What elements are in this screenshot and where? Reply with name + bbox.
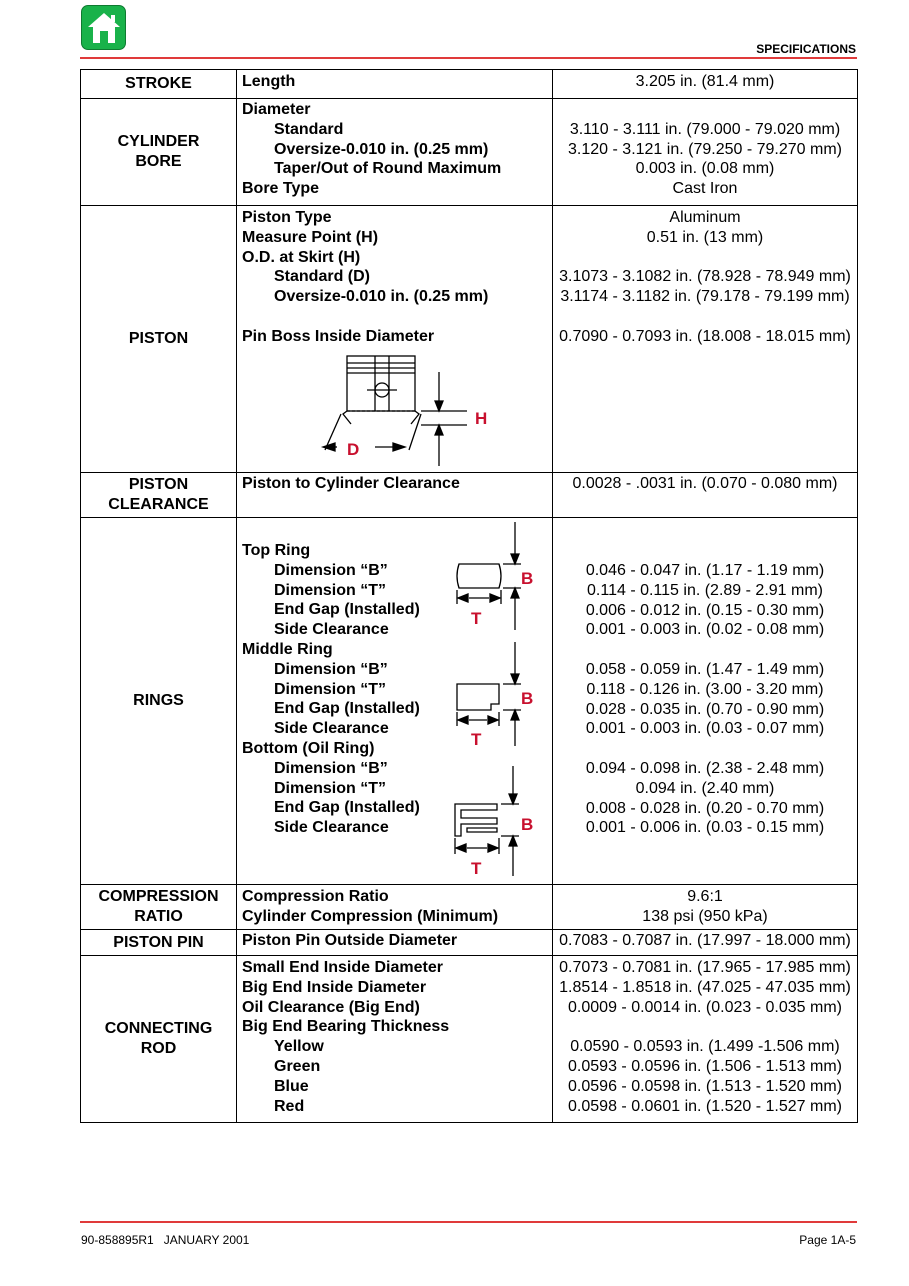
spec-value: 0.094 in. (2.40 mm)	[635, 779, 775, 797]
section-label-piston: PISTON	[81, 206, 237, 473]
spec-value: 0.0598 - 0.0601 in. (1.520 - 1.527 mm)	[568, 1097, 842, 1115]
section-label-compression: COMPRESSION RATIO	[81, 885, 237, 930]
spec-value: 1.8514 - 1.8518 in. (47.025 - 47.035 mm)	[559, 978, 851, 996]
diagram-label-d: D	[347, 440, 360, 459]
spec-item: Dimension “B”	[274, 660, 388, 678]
ring-title: Middle Ring	[242, 640, 333, 658]
spec-value: 0.0590 - 0.0593 in. (1.499 -1.506 mm)	[570, 1038, 840, 1056]
spec-item: Piston Pin Outside Diameter	[242, 932, 458, 949]
spec-item: Oversize-0.010 in. (0.25 mm)	[274, 288, 489, 306]
piston-diagram	[317, 352, 497, 470]
spec-item: Pin Boss Inside Diameter	[242, 327, 435, 345]
row-piston-pin	[81, 930, 858, 956]
spec-value: 3.120 - 3.121 in. (79.250 - 79.270 mm)	[568, 140, 842, 158]
footer-page-number: Page 1A-5	[799, 1233, 856, 1247]
row-compression-ratio	[81, 885, 858, 930]
diagram-label-t: T	[471, 609, 482, 628]
spec-value: 0.003 in. (0.08 mm)	[635, 160, 775, 178]
spec-item: Small End Inside Diameter	[242, 959, 443, 976]
diagram-label-t: T	[471, 859, 482, 878]
home-icon	[86, 10, 122, 46]
bottom-ring-diagram	[447, 762, 541, 878]
top-ring-diagram	[451, 520, 541, 632]
spec-value: 3.110 - 3.111 in. (79.000 - 79.020 mm)	[569, 120, 841, 138]
spec-value: 0.51 in. (13 mm)	[646, 228, 764, 246]
spec-value: 0.001 - 0.003 in. (0.03 - 0.07 mm)	[585, 720, 825, 738]
footer-doc-number: 90-858895R1 JANUARY 2001	[81, 1233, 250, 1247]
spec-value: 0.094 - 0.098 in. (2.38 - 2.48 mm)	[585, 759, 825, 777]
row-rings	[81, 518, 858, 885]
spec-value: 3.1073 - 3.1082 in. (78.928 - 78.949 mm)	[559, 268, 851, 286]
spec-item: Oil Clearance (Big End)	[242, 998, 420, 1016]
spec-value: 0.0028 - .0031 in. (0.070 - 0.080 mm)	[572, 475, 838, 492]
spec-value: 0.006 - 0.012 in. (0.15 - 0.30 mm)	[585, 601, 825, 619]
spec-item: Red	[274, 1097, 305, 1115]
spec-item: Bore Type	[242, 180, 320, 198]
row-piston-clearance	[81, 473, 858, 518]
row-piston	[81, 206, 858, 473]
spec-item: Oversize-0.010 in. (0.25 mm)	[274, 140, 489, 158]
diagram-label-h: H	[475, 409, 488, 428]
spec-item: Big End Inside Diameter	[242, 978, 427, 996]
row-cylinder-bore	[81, 99, 858, 206]
footer-rule	[80, 1221, 857, 1223]
spec-value: 0.7073 - 0.7081 in. (17.965 - 17.985 mm)	[559, 959, 851, 976]
spec-item: Measure Point (H)	[242, 228, 379, 246]
spec-item: Dimension “B”	[274, 759, 388, 777]
spec-item: Dimension “T”	[274, 680, 387, 698]
spec-value: 0.0009 - 0.0014 in. (0.023 - 0.035 mm)	[568, 998, 842, 1016]
spec-item: Taper/Out of Round Maximum	[274, 160, 502, 178]
spec-item: Piston to Cylinder Clearance	[242, 475, 460, 492]
spec-value: 0.001 - 0.003 in. (0.02 - 0.08 mm)	[585, 621, 825, 639]
spec-item: Cylinder Compression (Minimum)	[242, 907, 499, 925]
specifications-table	[80, 69, 858, 1123]
home-button[interactable]	[81, 5, 126, 50]
spec-item: O.D. at Skirt (H)	[242, 248, 361, 266]
spec-item: Length	[242, 73, 296, 90]
section-label-stroke: STROKE	[81, 70, 237, 99]
diagram-label-b: B	[521, 689, 534, 708]
spec-item: Dimension “T”	[274, 779, 387, 797]
middle-ring-diagram	[451, 640, 541, 752]
spec-value: 138 psi (950 kPa)	[642, 907, 768, 925]
spec-item: Piston Type	[242, 209, 332, 226]
spec-value: 0.028 - 0.035 in. (0.70 - 0.90 mm)	[585, 700, 825, 718]
diagram-label-t: T	[471, 730, 482, 749]
spec-value: Aluminum	[669, 209, 741, 226]
row-connecting-rod	[81, 956, 858, 1123]
spec-value: 0.118 - 0.126 in. (3.00 - 3.20 mm)	[586, 680, 824, 698]
header-rule	[80, 57, 857, 59]
spec-item: End Gap (Installed)	[274, 799, 420, 817]
ring-title: Bottom (Oil Ring)	[242, 739, 375, 757]
spec-value: 0.058 - 0.059 in. (1.47 - 1.49 mm)	[585, 660, 825, 678]
spec-item: Compression Ratio	[242, 888, 389, 905]
spec-item: Side Clearance	[274, 720, 389, 738]
row-stroke	[81, 70, 858, 99]
spec-value: 0.046 - 0.047 in. (1.17 - 1.19 mm)	[585, 562, 825, 579]
spec-item: End Gap (Installed)	[274, 601, 420, 619]
ring-title: Top Ring	[242, 542, 311, 559]
spec-value: 9.6:1	[687, 888, 723, 905]
spec-item: Big End Bearing Thickness	[242, 1018, 450, 1036]
spec-item: Side Clearance	[274, 819, 389, 837]
spec-value: Cast Iron	[672, 180, 738, 198]
spec-item: Diameter	[242, 101, 311, 118]
section-label-piston-clearance: PISTON CLEARANCE	[81, 473, 237, 518]
section-label-cylinder-bore: CYLINDER BORE	[81, 99, 237, 206]
section-label-connecting-rod: CONNECTING ROD	[81, 956, 237, 1123]
spec-item: Standard	[274, 120, 344, 138]
section-label-rings: RINGS	[81, 518, 237, 885]
spec-value: 0.008 - 0.028 in. (0.20 - 0.70 mm)	[585, 799, 825, 817]
spec-value: 0.0596 - 0.0598 in. (1.513 - 1.520 mm)	[568, 1077, 842, 1095]
spec-item: Green	[274, 1057, 321, 1075]
spec-value: 0.7090 - 0.7093 in. (18.008 - 18.015 mm)	[559, 327, 851, 345]
spec-value: 0.001 - 0.006 in. (0.03 - 0.15 mm)	[585, 819, 825, 837]
diagram-label-b: B	[521, 569, 534, 588]
spec-value: 3.205 in. (81.4 mm)	[635, 73, 775, 90]
spec-value: 3.1174 - 3.1182 in. (79.178 - 79.199 mm)	[560, 288, 850, 306]
section-label-piston-pin: PISTON PIN	[81, 930, 237, 956]
spec-item: Yellow	[274, 1038, 324, 1056]
page-header-title: SPECIFICATIONS	[756, 42, 856, 56]
spec-value: 0.0593 - 0.0596 in. (1.506 - 1.513 mm)	[568, 1057, 842, 1075]
spec-item: Standard (D)	[274, 268, 370, 286]
spec-item: Blue	[274, 1077, 309, 1095]
spec-value: 0.7083 - 0.7087 in. (17.997 - 18.000 mm)	[559, 932, 851, 949]
spec-value: 0.114 - 0.115 in. (2.89 - 2.91 mm)	[587, 581, 823, 599]
spec-item: Side Clearance	[274, 621, 389, 639]
spec-item: Dimension “T”	[274, 581, 387, 599]
spec-item: End Gap (Installed)	[274, 700, 420, 718]
diagram-label-b: B	[521, 815, 534, 834]
spec-item: Dimension “B”	[274, 561, 388, 579]
